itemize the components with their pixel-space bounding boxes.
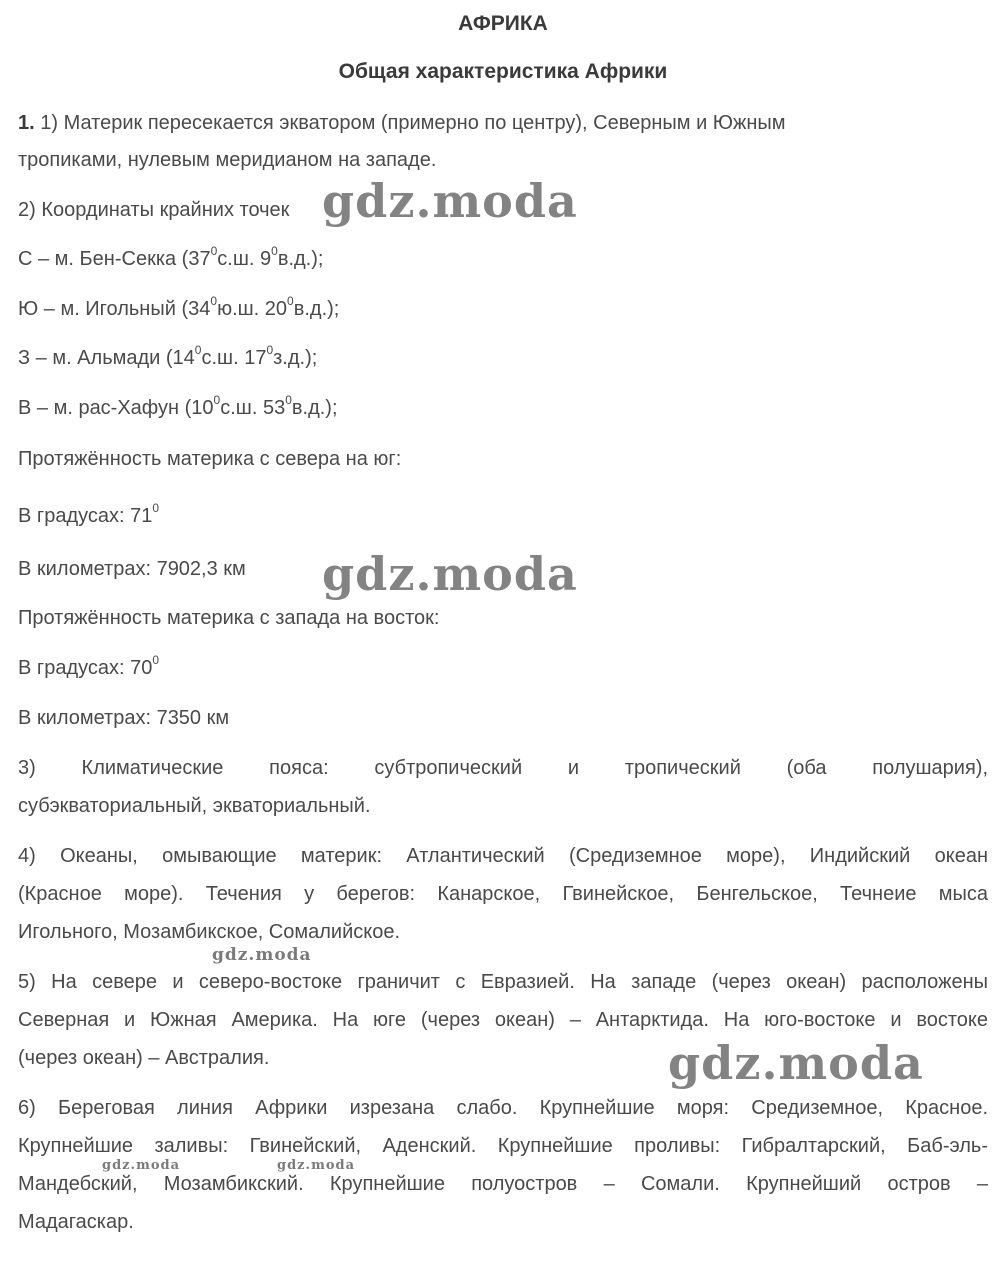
extreme-point-south: Ю – м. Игольный ($34^0ю.ш$. $20^0в.д$.);	[18, 294, 340, 320]
west-east-degrees: В градусах: $70^0$	[18, 653, 160, 679]
paragraph-6-line-1: 6) Береговая линия Африки изрезана слабо. Крупнейшие моря: Средиземное, Красное.	[18, 1097, 988, 1119]
paragraph-6-line-3: Мандебский, Мозамбикский. Крупнейшие полуостров – Сомали. Крупнейший остров –	[18, 1173, 988, 1195]
paragraph-1-line-1: 1. 1) Материк пересекается экватором (примерно по центру), Северным и Южным	[18, 112, 786, 134]
page-title: АФРИКА	[458, 12, 548, 35]
watermark-logo: gdz.moda	[668, 1036, 924, 1090]
extreme-point-north: С – м. Бен-Секка ($37^0с.ш$. $9^0в.д$.);	[18, 244, 324, 270]
paragraph-5-line-1: 5) На севере и северо-востоке граничит с Евразией. На западе (через океан) расположены	[18, 971, 988, 993]
watermark-logo: gdz.moda	[277, 1158, 356, 1173]
extreme-point-west: З – м. Альмади ($14^0с.ш$. $17^0з.д$.);	[18, 343, 318, 369]
paragraph-5-line-3: (через океан) – Австралия.	[18, 1047, 270, 1069]
paragraph-3-line-2: субэкваториальный, экваториальный.	[18, 795, 371, 817]
item-number: 1.	[18, 112, 35, 134]
paragraph-6-line-2: Крупнейшие заливы: Гвинейский, Аденский. Крупнейшие проливы: Гибралтарский, Баб-эль-	[18, 1135, 988, 1157]
paragraph-4-line-2: (Красное море). Течения у берегов: Канарское, Гвинейское, Бенгельское, Течнеие мыса	[18, 883, 988, 905]
west-east-extent-heading: Протяжённость материка с запада на восток:	[18, 607, 440, 629]
watermark-logo: gdz.moda	[322, 547, 578, 601]
paragraph-2: 2) Координаты крайних точек	[18, 199, 290, 221]
paragraph-4-line-1: 4) Океаны, омывающие материк: Атлантический (Средиземное море), Индийский океан	[18, 845, 988, 867]
watermark-logo: gdz.moda	[322, 174, 578, 228]
section-subtitle: Общая характеристика Африки	[338, 60, 668, 83]
paragraph-3-line-1: 3) Климатические пояса: субтропический и тропический (оба полушария),	[18, 757, 988, 779]
north-south-extent-heading: Протяжённость материка с севера на юг:	[18, 448, 402, 470]
extreme-point-east: В – м. рас-Хафун ($10^0с.ш$. $53^0в.д$.);	[18, 393, 338, 419]
north-south-km: В километрах: 7902,3 км	[18, 558, 246, 580]
paragraph-6-line-4: Мадагаскар.	[18, 1211, 134, 1233]
paragraph-4-line-3: Игольного, Мозамбикское, Сомалийское.	[18, 921, 401, 943]
watermark-logo: gdz.moda	[212, 945, 312, 965]
paragraph-1-line-2: тропиками, нулевым меридианом на западе.	[18, 149, 437, 171]
north-south-degrees: В градусах: $71^0$	[18, 501, 160, 527]
west-east-km: В километрах: 7350 км	[18, 707, 230, 729]
watermark-logo: gdz.moda	[102, 1158, 181, 1173]
paragraph-5-line-2: Северная и Южная Америка. На юге (через океан) – Антарктида. На юго-востоке и востоке	[18, 1009, 988, 1031]
